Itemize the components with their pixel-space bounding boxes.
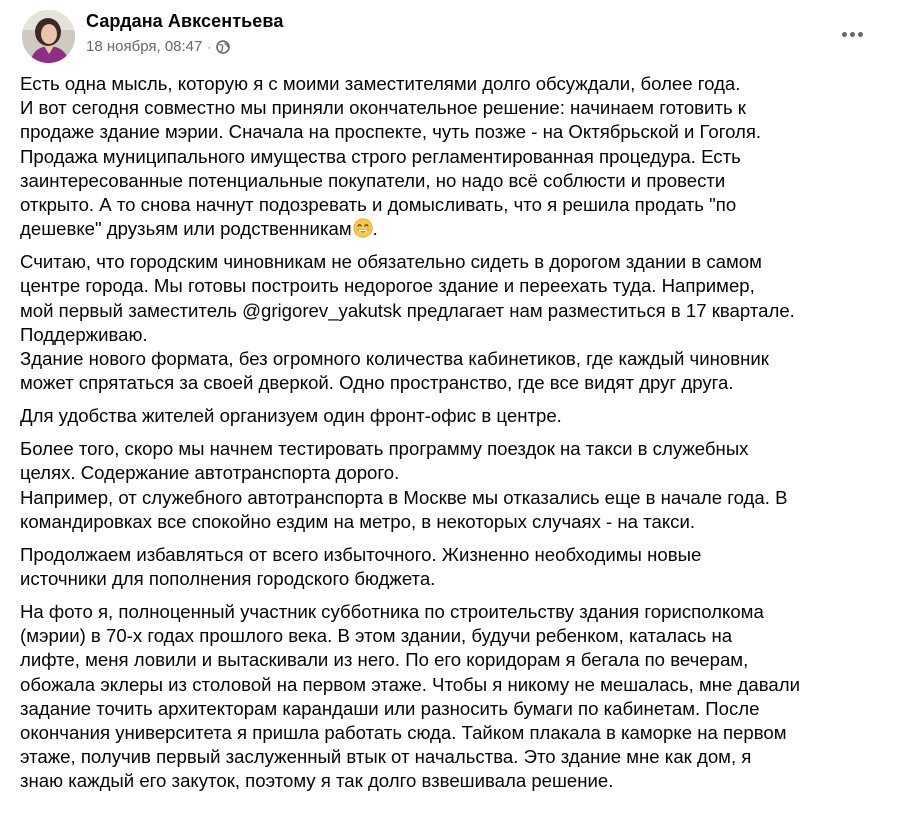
text-line: Для удобства жителей организуем один фронт-офис в центре. <box>20 405 562 427</box>
paragraph-1 <box>20 72 890 241</box>
post-text <box>20 72 890 802</box>
text-line: этаже, получив первый заслуженный втык от начальства. Это здание мне как дом, я <box>20 746 752 768</box>
grinning-face-emoji <box>353 218 373 238</box>
text-line: Продолжаем избавляться от всего избыточного. Жизненно необходимы новые <box>20 543 702 565</box>
avatar-photo <box>22 10 75 63</box>
text-line: источники для пополнения городского бюджета. <box>20 568 436 590</box>
text-line: Например, от служебного автотранспорта в Москве мы отказались еще в начале года. В <box>20 486 788 508</box>
text-line: На фото я, полноценный участник субботника по строительству здания горисполкома <box>20 601 764 623</box>
text-line: целях. Содержание автотранспорта дорого. <box>20 462 400 484</box>
text-line: знаю каждый его закуток, поэтому я так долго взвешивала решение. <box>20 770 614 792</box>
text-line-tail: . <box>372 218 378 240</box>
text-line: (мэрии) в 70-х годах прошлого века. В этом здании, будучи ребенком, каталась на <box>20 625 733 647</box>
text-line: может спрятаться за своей дверкой. Одно пространство, где все видят друг друга. <box>20 372 734 394</box>
paragraph-4 <box>20 437 890 534</box>
text-line: Считаю, что городским чиновникам не обязательно сидеть в дорогом здании в самом <box>20 251 762 273</box>
paragraph-2 <box>20 250 890 395</box>
meta-separator: · <box>207 39 212 54</box>
text-line: задание точить архитекторам карандаши или разносить бумаги по кабинетам. После <box>20 697 760 719</box>
text-line: Более того, скоро мы начнем тестировать программу поездок на такси в служебных <box>20 438 749 460</box>
author-avatar[interactable] <box>22 10 75 63</box>
text-line: мой первый заместитель @grigorev_yakutsk предлагает нам разместиться в 17 квартале. <box>20 299 795 321</box>
text-line-last <box>20 217 890 241</box>
paragraph-5 <box>20 543 890 591</box>
post-timestamp[interactable]: 18 ноября, 08:47 <box>86 38 203 55</box>
text-line: И вот сегодня совместно мы приняли окончательное решение: начинаем готовить к <box>20 97 746 119</box>
text-line: Здание нового формата, без огромного количества кабинетиков, где каждый чиновник <box>20 348 769 370</box>
text-line: лифте, меня ловили и вытаскивали из него. По его коридорам я бегала по вечерам, <box>20 649 749 671</box>
text-line: заинтересованные потенциальные покупатели, но надо всё соблюсти и провести <box>20 169 726 191</box>
text-line: командировках все спокойно ездим на метро, в некоторых случаях - на такси. <box>20 510 696 532</box>
text-line: Поддерживаю. <box>20 323 148 345</box>
text-line: дешевке" друзьям или родственникам <box>20 218 352 240</box>
text-line: Есть одна мысль, которую я с моими заместителями долго обсуждали, более года. <box>20 73 741 94</box>
more-options-icon <box>842 32 863 37</box>
more-options-button[interactable] <box>832 18 872 50</box>
text-line: Продажа муниципального имущества строго регламентированная процедура. Есть <box>20 145 741 167</box>
paragraph-6 <box>20 600 890 794</box>
text-line: обожала эклеры из столовой на первом этаже. Чтобы я никому не мешалась, мне давали <box>20 673 800 695</box>
text-line: центре города. Мы готовы построить недорогое здание и переехать туда. Например, <box>20 275 755 297</box>
paragraph-3 <box>20 404 890 428</box>
text-line: открыто. А то снова начнут подозревать и домысливать, что я решила продать "по <box>20 194 737 216</box>
text-line: окончания университета я пришла работать сюда. Тайком плакала в каморке на первом <box>20 722 787 744</box>
post-header <box>0 0 904 68</box>
globe-icon[interactable] <box>216 40 230 54</box>
post-meta <box>86 38 230 55</box>
author-name[interactable]: Сардана Авксентьева <box>86 11 284 31</box>
text-line: продаже здание мэрии. Сначала на проспекте, чуть позже - на Октябрьской и Гоголя. <box>20 121 762 143</box>
